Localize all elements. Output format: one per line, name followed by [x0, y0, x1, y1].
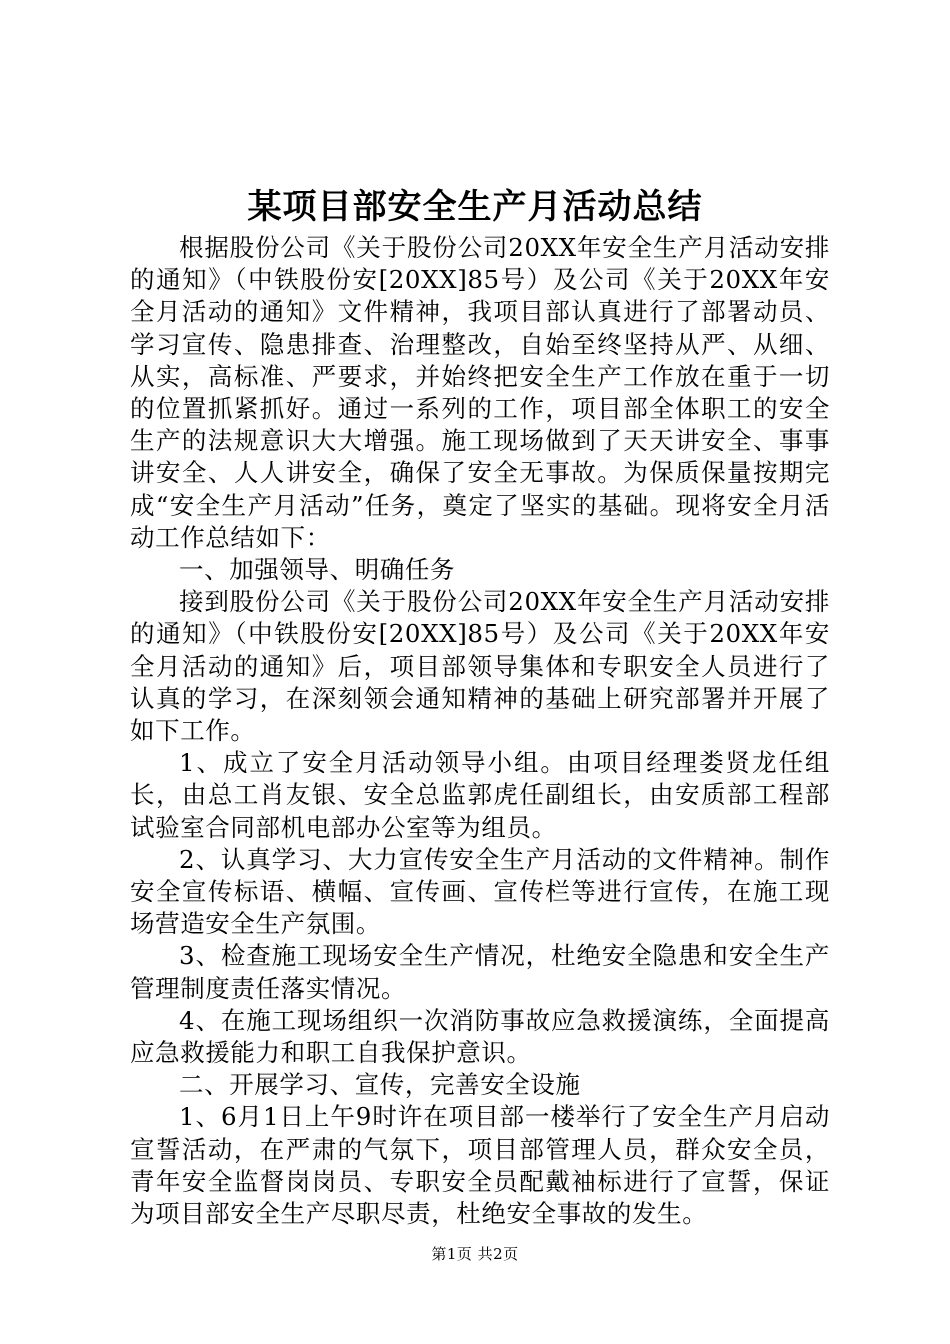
paragraph-section-2-item-1: 1、6月1日上午9时许在项目部一楼举行了安全生产月启动宣誓活动，在严肃的气氛下，项目部管理人员，群众安全员，青年安全监督岗岗员、专职安全员配戴袖标进行了宣誓，保证为项目部安全生产尽职尽责，杜绝安全事故的发生。: [130, 1102, 830, 1229]
section-heading-1: 一、加强领导、明确任务: [179, 555, 456, 585]
section-heading-2: 二、开展学习、宣传，完善安全设施: [179, 1070, 581, 1100]
paragraph-item-3: 3、检查施工现场安全生产情况，杜绝安全隐患和安全生产管理制度责任落实情况。: [130, 941, 830, 1003]
paragraph-item-4: 4、在施工现场组织一次消防事故应急救援演练，全面提高应急救援能力和职工自我保护意识。: [130, 1005, 830, 1068]
paragraph-intro: 根据股份公司《关于股份公司20XX年安全生产月活动安排的通知》（中铁股份安[20XX]85号）及公司《关于20XX年安全月活动的通知》文件精神，我项目部认真进行了部署动员、学习宣传、隐患排查、治理整改，自始至终坚持从严、从细、从实，高标准、严要求，并始终把安全生产工作放在重于一切的位置抓紧抓好。通过一系列的工作，项目部全体职工的安全生产的法规意识大大增强。施工现场做到了天天讲安全、事事讲安全、人人讲安全，确保了安全无事故。为保质保量按期完成“安全生产月活动”任务，奠定了坚实的基础。现将安全月活动工作总结如下：: [130, 233, 830, 552]
page-footer: 第1页 共2页: [431, 1245, 519, 1263]
paragraph-section-1-intro: 接到股份公司《关于股份公司20XX年安全生产月活动安排的通知》（中铁股份安[20XX]85号）及公司《关于20XX年安全月活动的通知》后，项目部领导集体和专职安全人员进行了认真的学习，在深刻领会通知精神的基础上研究部署并开展了如下工作。: [130, 587, 830, 746]
paragraph-item-2: 2、认真学习、大力宣传安全生产月活动的文件精神。制作安全宣传标语、横幅、宣传画、宣传栏等进行宣传，在施工现场营造安全生产氛围。: [130, 844, 830, 939]
document-body: [130, 232, 830, 1230]
paragraph-item-1: 1、成立了安全月活动领导小组。由项目经理娄贤龙任组长，由总工肖友银、安全总监郭虎任副组长，由安质部工程部试验室合同部机电部办公室等为组员。: [130, 748, 830, 842]
document-title: 某项目部安全生产月活动总结: [247, 187, 703, 227]
